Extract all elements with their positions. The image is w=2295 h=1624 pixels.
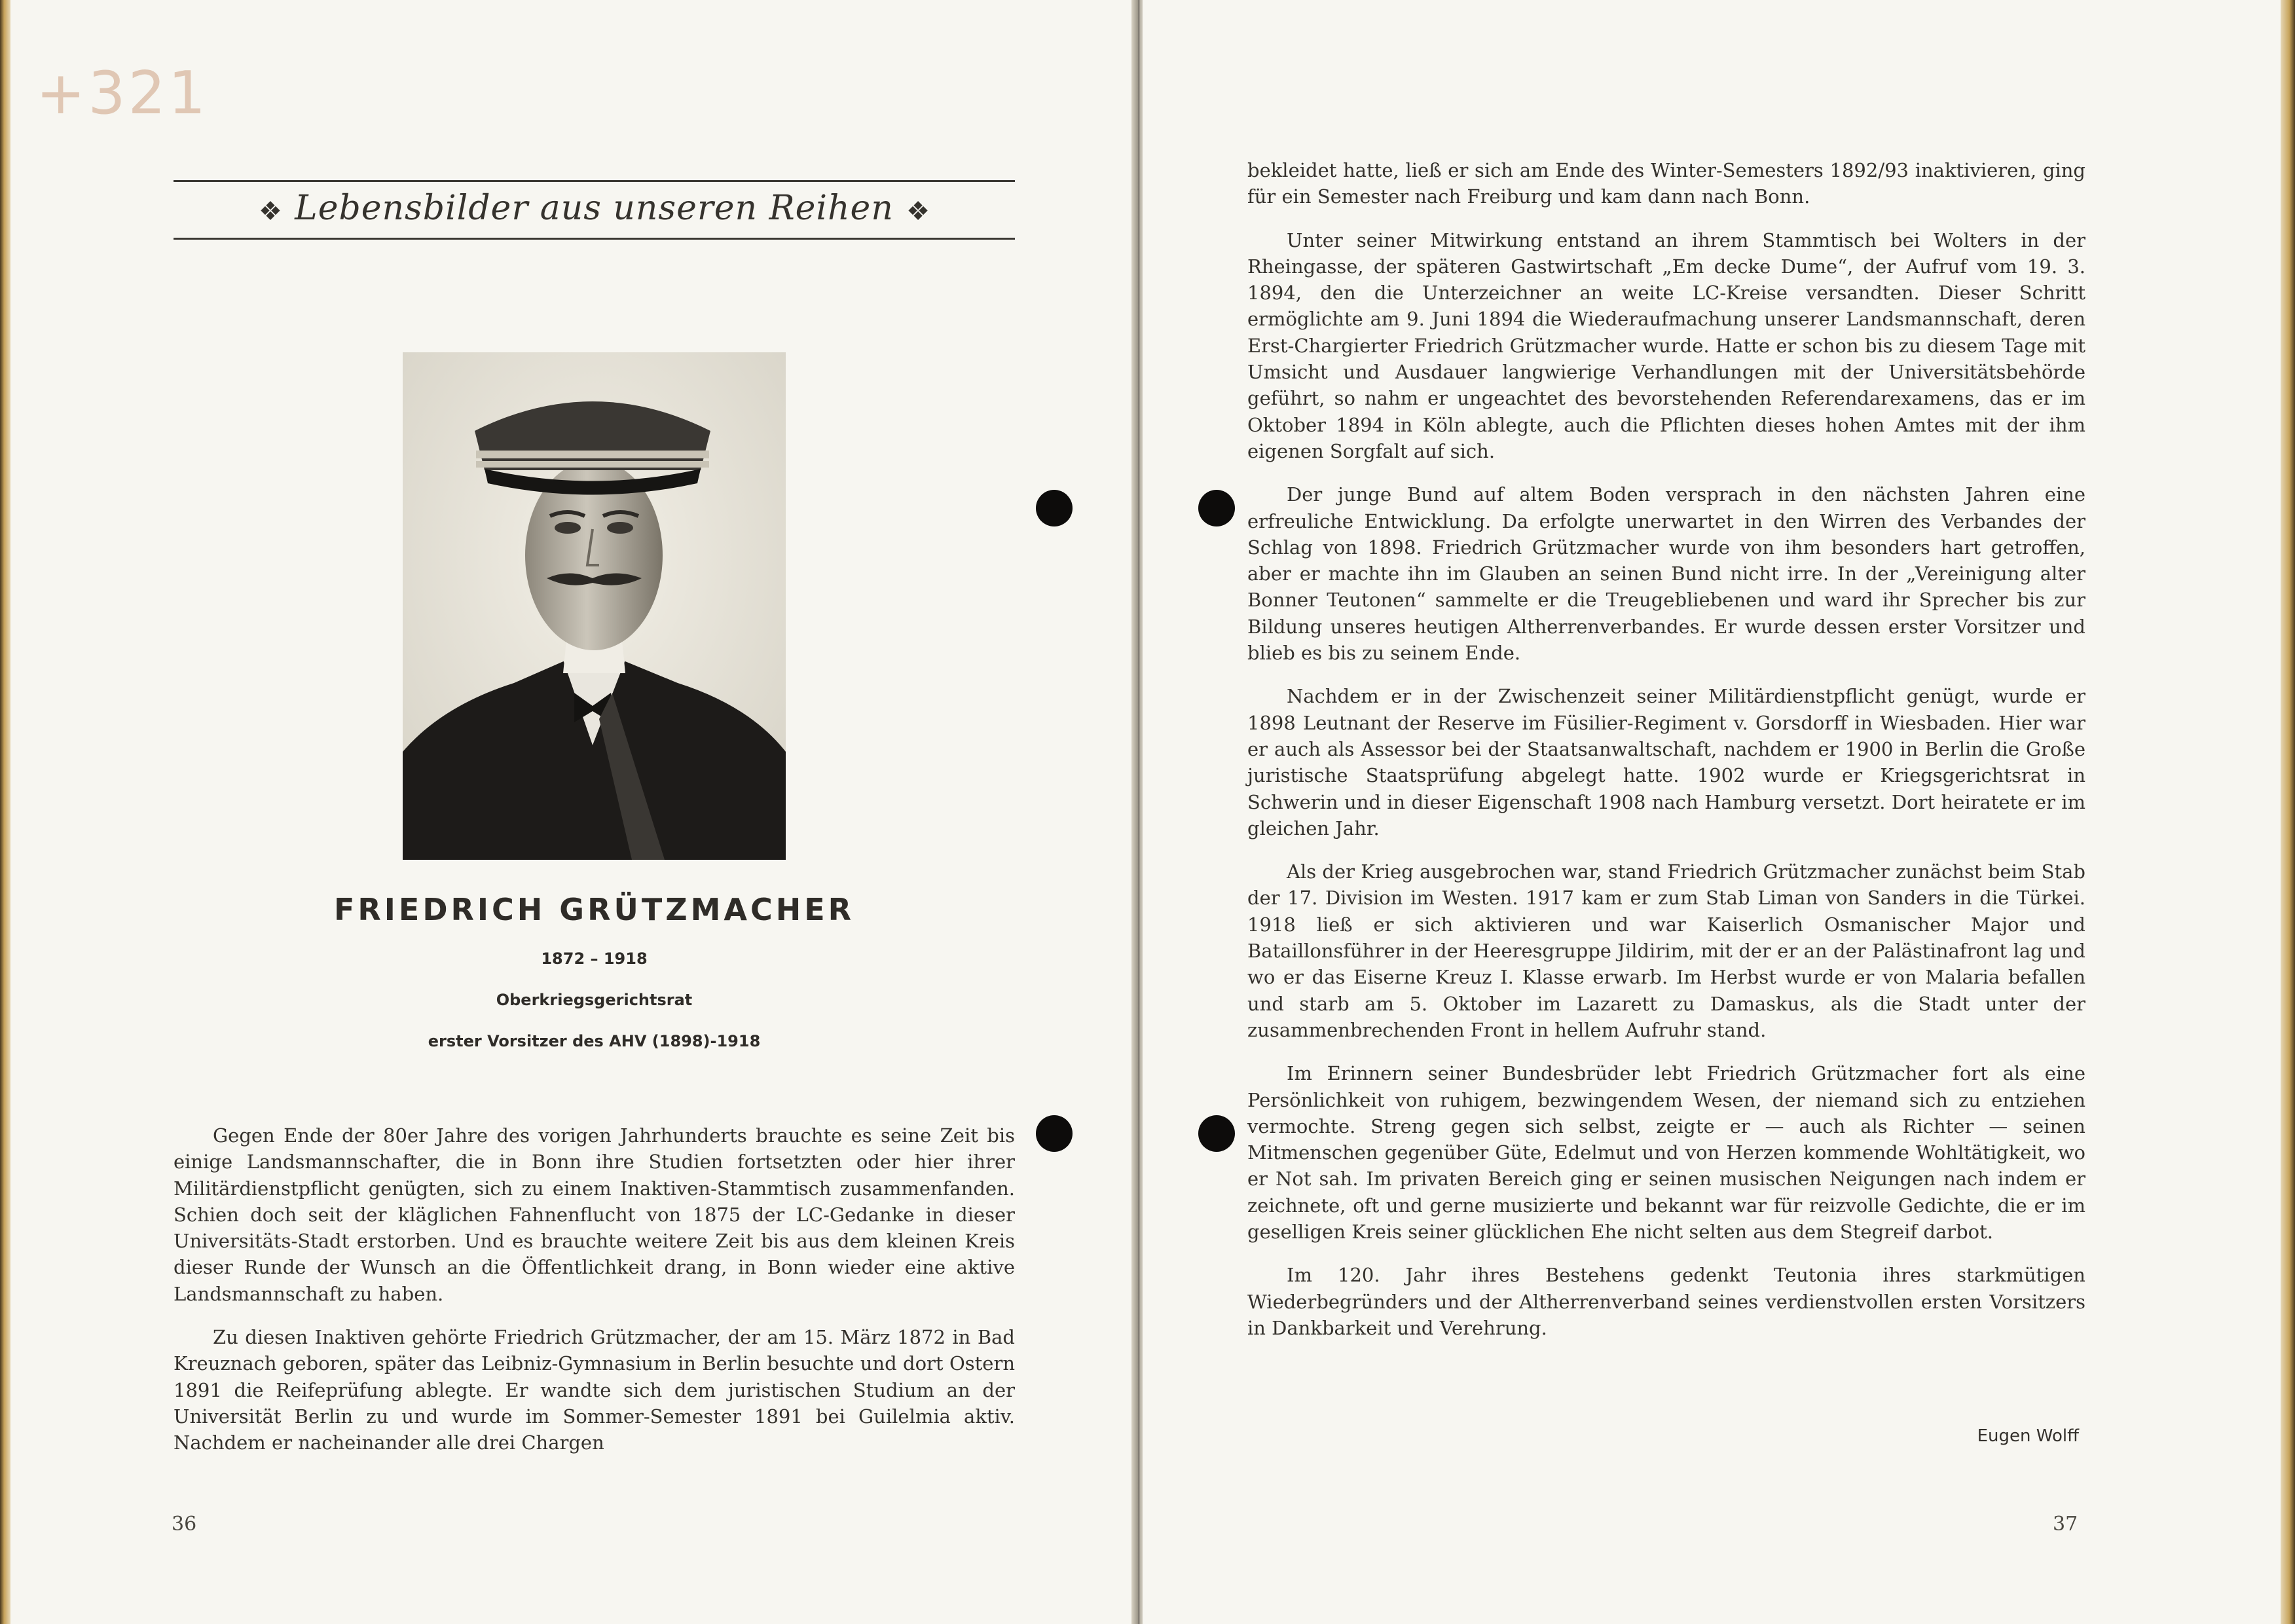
paragraph: Im Erinnern seiner Bundesbrüder lebt Friedrich Grützmacher fort als eine Persönlichkeit von ruhigem, bezwingendem Wesen, der niemand sich zu entziehen vermochte. Streng gegen sich selbst, zeigte er — auch als Richter — seinen Mitmenschen gegenüber Güte, Edelmut und von Herzen kommende Wohltätigkeit, wo er Not sah. Im privaten Bereich ging er seinen musischen Neigungen nach indem er zeichnete, oft und gerne musizierte und bekannt war für reizvolle Gedichte, die er im geselligen Kreis seiner glücklichen Ehe nicht selten aus dem Stegreif darbot. xyxy=(1247,1062,2085,1243)
person-role: erster Vorsitzer des AHV (1898)-1918 xyxy=(428,1032,761,1050)
paragraph: Nachdem er in der Zwischenzeit seiner Militärdienstpflicht genügt, wurde er 1898 Leutnant der Reserve im Füsilier-Regiment v. Gorsdorff in Wiesbaden. Hier war er auch als Assessor bei der Staatsanwaltschaft, nachdem er 1900 in Berlin die Große juristische Staatsprüfung abgelegt hatte. 1902 wurde er Kriegsgerichtsrat in Schwerin und in dieser Eigenschaft 1908 nach Hamburg versetzt. Dort heiratete er im gleichen Jahr. xyxy=(1247,685,2085,840)
page-number-left: 36 xyxy=(172,1513,197,1536)
punch-hole xyxy=(1198,490,1235,526)
section-header xyxy=(174,180,1015,240)
left-page xyxy=(0,0,1136,1624)
person-name: FRIEDRICH GRÜTZMACHER xyxy=(333,892,855,927)
page-edge xyxy=(0,0,10,1624)
paragraph: Der junge Bund auf altem Boden versprach in den nächsten Jahren eine erfreuliche Entwicklung. Da erfolgte unerwartet in den Wirren des Verbandes der Schlag von 1898. Friedrich Grützmacher wurde von ihm besonders hart getroffen, aber er machte ihn im Glauben an seinen Bund nicht irre. In der „Vereinigung alter Bonner Teutonen“ sammelte er die Treugebliebenen und ward ihr Sprecher bis zur Bildung unseres heutigen Altherrenverbandes. Er wurde dessen erster Vorsitzer und blieb es bis zu seinem Ende. xyxy=(1247,483,2085,665)
page-number-right: 37 xyxy=(2053,1513,2078,1536)
person-years: 1872 – 1918 xyxy=(541,950,648,968)
person-title: Oberkriegsgerichtsrat xyxy=(496,991,693,1009)
paragraph: bekleidet hatte, ließ er sich am Ende des Winter-Semesters 1892/93 inaktivieren, ging für ein Semester nach Freiburg und kam dann nach Bonn. xyxy=(1247,159,2085,208)
punch-hole xyxy=(1036,490,1073,526)
paragraph: Zu diesen Inaktiven gehörte Friedrich Grützmacher, der am 15. März 1872 in Bad Kreuznach geboren, später das Leibniz-Gymnasium in Berlin besuchte und dort Ostern 1891 die Reifeprüfung ablegte. Er wandte sich dem juristischen Studium an der Universität Berlin zu und wurde im Sommer-Semester 1891 bei Guilelmia aktiv. Nachdem er nacheinander alle drei Chargen xyxy=(174,1326,1015,1454)
pencil-note: +321 xyxy=(36,59,209,128)
ornament-icon: ❖ xyxy=(259,196,282,227)
left-text-column xyxy=(174,1122,1015,1473)
paragraph: Als der Krieg ausgebrochen war, stand Friedrich Grützmacher zunächst beim Stab der 17. Division im Westen. 1917 kam er zum Stab Liman von Sanders in die Türkei. 1918 ließ er sich aktivieren und war Kaiserlich Osmanischer Major und Bataillonsführer in der Heeresgruppe Jildirim, mit der er an der Palästinafront lag und wo er das Eiserne Kreuz I. Klasse erwarb. Im Herbst wurde er von Malaria befallen und starb am 5. Oktober im Lazarett zu Damaskus, als die Stadt unter der zusammenbrechenden Front in hellem Aufruhr stand. xyxy=(1247,860,2085,1041)
portrait-photo xyxy=(403,352,786,860)
paragraph: Im 120. Jahr ihres Bestehens gedenkt Teutonia ihres starkmütigen Wiederbegründers und der Altherrenverband seines verdienstvollen ersten Vorsitzers in Dankbarkeit und Verehrung. xyxy=(1247,1264,2085,1339)
author-signature: Eugen Wolff xyxy=(1977,1426,2079,1446)
page-edge xyxy=(2281,0,2295,1624)
paragraph: Unter seiner Mitwirkung entstand an ihrem Stammtisch bei Wolters in der Rheingasse, der späteren Gastwirtschaft „Em decke Dume“, der Aufruf vom 19. 3. 1894, den die Unterzeichner an weite LC-Kreise versandten. Dieser Schritt ermöglichte am 9. Juni 1894 die Wiederaufmachung unserer Landsmannschaft, deren Erst-Chargierter Friedrich Grützmacher wurde. Hatte er schon bis zu diesem Tage mit Umsicht und Ausdauer langwierige Verhandlungen mit der Universitätsbehörde geführt, so nahm er ungeachtet des bevorstehenden Referendarexamens, das er im Oktober 1894 in Köln ablegte, auch die Pflichten dieses hohen Amtes mit der ihm eigenen Sorgfalt auf sich. xyxy=(1247,229,2085,462)
paragraph: Gegen Ende der 80er Jahre des vorigen Jahrhunderts brauchte es seine Zeit bis einige Landsmannschafter, die in Bonn ihre Studien fortsetzten oder hier ihrer Militärdienstpflicht genügten, sich zu einem Inaktiven-Stammtisch zusammenfanden. Schien doch seit der kläglichen Fahnenflucht von 1875 der LC-Gedanke in dieser Universitäts-Stadt erstorben. Und es brauchte weitere Zeit bis aus dem kleinen Kreis dieser Runde der Wunsch an die Öffentlichkeit drang, in Bonn wieder eine aktive Landsmannschaft zu haben. xyxy=(174,1124,1015,1305)
ornament-icon: ❖ xyxy=(906,196,930,227)
portrait-illustration xyxy=(403,352,786,860)
punch-hole xyxy=(1036,1115,1073,1152)
right-text-column xyxy=(1247,157,2085,1358)
section-title: Lebensbilder aus unseren Reihen xyxy=(295,189,894,228)
punch-hole xyxy=(1198,1115,1235,1152)
